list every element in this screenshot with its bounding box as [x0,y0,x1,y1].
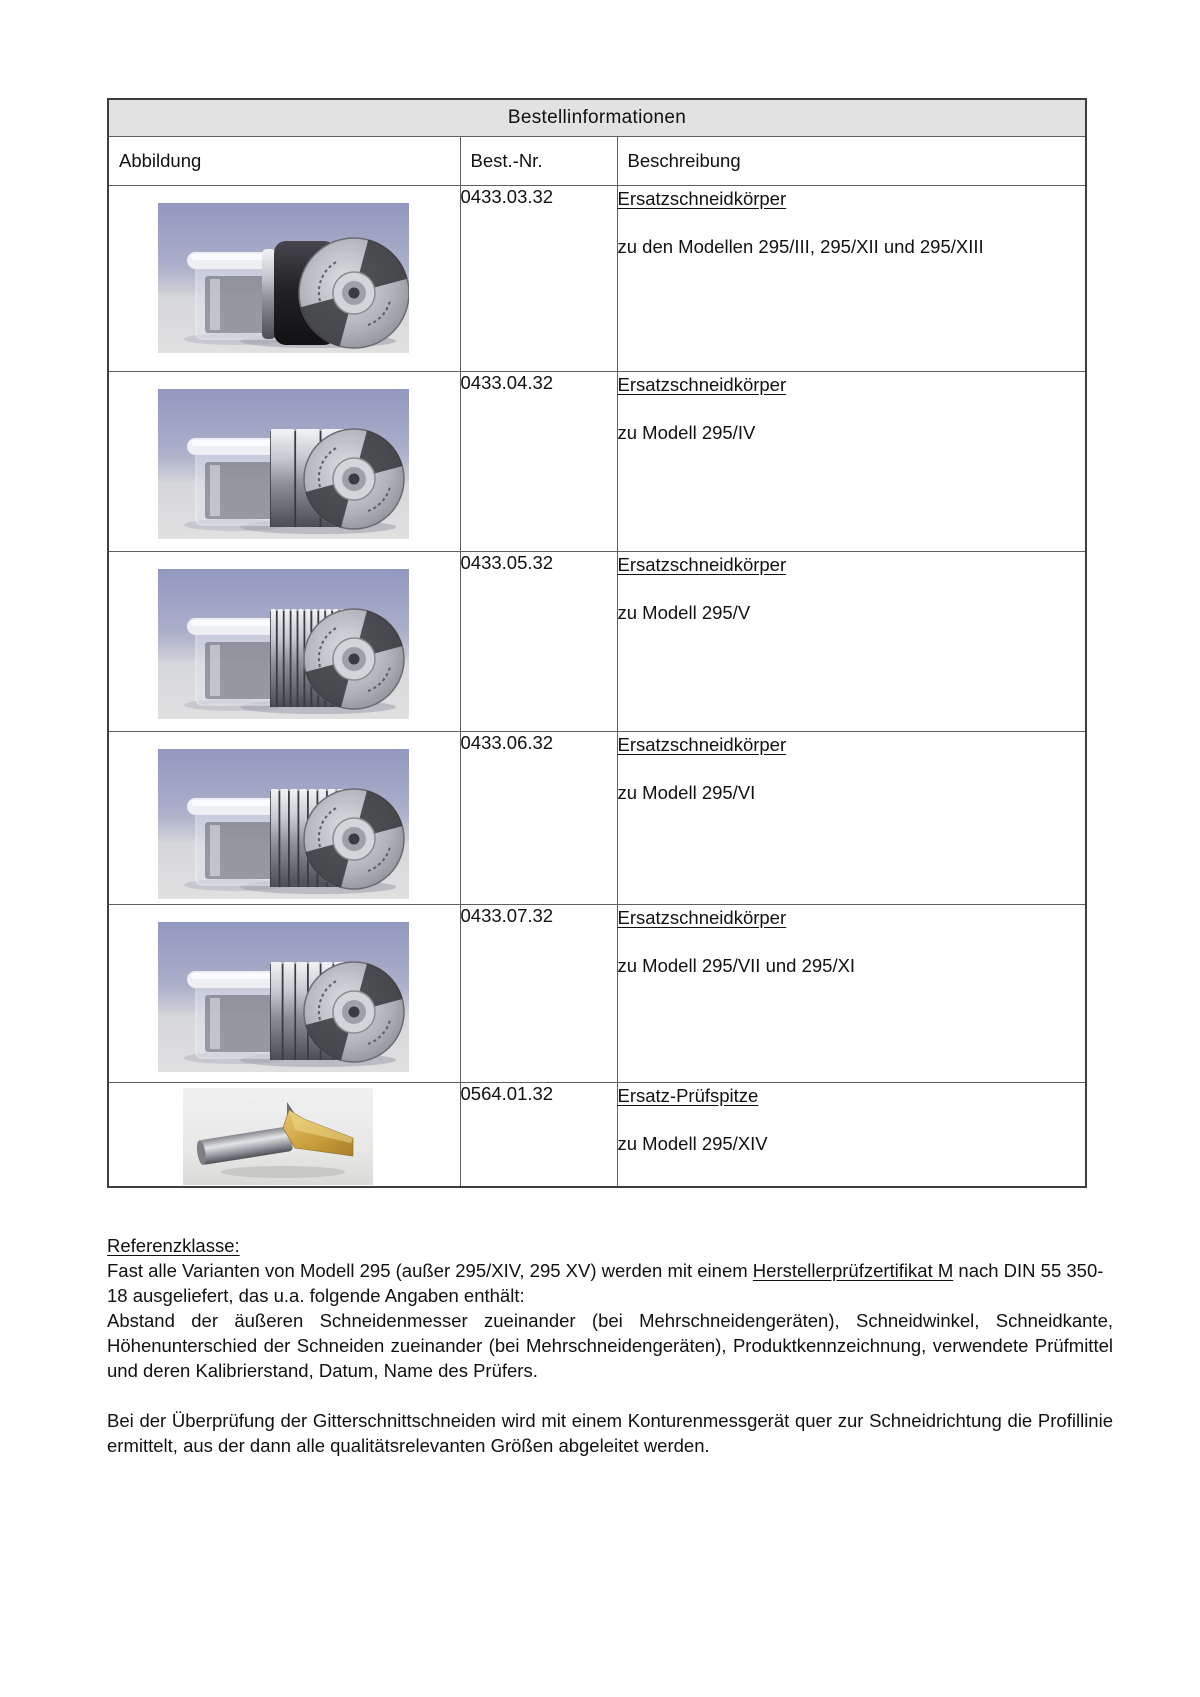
description-cell [617,186,1086,372]
product-photo-cutter-grooves [158,749,409,899]
order-number-cell [460,905,617,1083]
certificate-reference: Herstellerprüfzertifikat M [752,1260,954,1281]
order-info-table [107,98,1087,1188]
order-number: 0433.05.32 [460,552,554,573]
order-number-cell [460,732,617,905]
description-cell [617,732,1086,905]
product-image-cell [108,186,460,372]
description-cell [617,372,1086,552]
product-image-cell [108,1083,460,1187]
table-title-row [108,99,1086,137]
table-row [108,552,1086,732]
product-name: Ersatzschneidkörper [617,907,787,928]
order-number-cell [460,552,617,732]
description-cell [617,1083,1086,1187]
certificate-text-after: nach DIN 55 350-18 ausgeliefert, das u.a. folgende Angaben enthält: [107,1260,1104,1306]
product-image-cell [108,905,460,1083]
product-model: zu Modell 295/XIV [617,1133,768,1154]
paragraph-profile-measurement: Bei der Überprüfung der Gitterschnittschneiden wird mit einem Konturenmessgerät quer zur Schneidrichtung die Profillinie ermittelt, aus der dann alle qualitätsrelevanten Größen abgeleitet werden. [107,1410,1113,1456]
order-number: 0564.01.32 [460,1083,554,1104]
product-name: Ersatz-Prüfspitze [617,1085,759,1106]
order-number-cell [460,372,617,552]
order-number-cell [460,186,617,372]
product-name: Ersatzschneidkörper [617,374,787,395]
product-name: Ersatzschneidkörper [617,734,787,755]
product-model: zu Modell 295/IV [617,422,756,443]
table-row [108,372,1086,552]
order-number: 0433.06.32 [460,732,554,753]
product-model: zu Modell 295/V [617,602,751,623]
paragraph-spacer [107,1383,1113,1408]
table-title: Bestellinformationen [108,99,1086,137]
product-photo-cutter-3-blades [158,389,409,539]
table-header-row [108,137,1086,186]
product-name: Ersatzschneidkörper [617,188,787,209]
paragraph-certificate [107,1258,1113,1308]
order-number: 0433.04.32 [460,372,554,393]
description-cell [617,552,1086,732]
order-number: 0433.03.32 [460,186,554,207]
product-image-cell [108,552,460,732]
product-model: zu Modell 295/VII und 295/XI [617,955,856,976]
product-name: Ersatzschneidkörper [617,554,787,575]
column-header-best-nr: Best.-Nr. [460,137,617,186]
certificate-text-before: Fast alle Varianten von Modell 295 (außer 295/XIV, 295 XV) werden mit einem [107,1260,753,1281]
referenzklasse-heading: Referenzklasse: [107,1235,240,1256]
product-image-cell [108,732,460,905]
paragraph-certificate-contents: Abstand der äußeren Schneidenmesser zueinander (bei Mehrschneidengeräten), Schneidwinkel, Schneidkante, Höhenunterschied der Schneiden zueinander (bei Mehrschneidengeräten), Produktkennzeichnung, verwendete Prüfmittel und deren Kalibrierstand, Datum, Name des Prüfers. [107,1310,1113,1381]
table-row [108,732,1086,905]
order-number: 0433.07.32 [460,905,554,926]
column-header-beschreibung: Beschreibung [617,137,1086,186]
column-header-abbildung: Abbildung [108,137,460,186]
table-row [108,186,1086,372]
table-row [108,1083,1086,1187]
product-photo-test-tip [183,1088,373,1185]
product-photo-cutter-toothed [158,922,409,1072]
product-photo-cutter-fine-grooves [158,569,409,719]
description-cell [617,905,1086,1083]
order-number-cell [460,1083,617,1187]
product-model: zu Modell 295/VI [617,782,756,803]
product-image-cell [108,372,460,552]
product-model: zu den Modellen 295/III, 295/XII und 295/XIII [617,236,984,257]
reference-notes [107,1233,1113,1458]
table-row [108,905,1086,1083]
product-photo-cutter-single-blade [158,203,409,353]
